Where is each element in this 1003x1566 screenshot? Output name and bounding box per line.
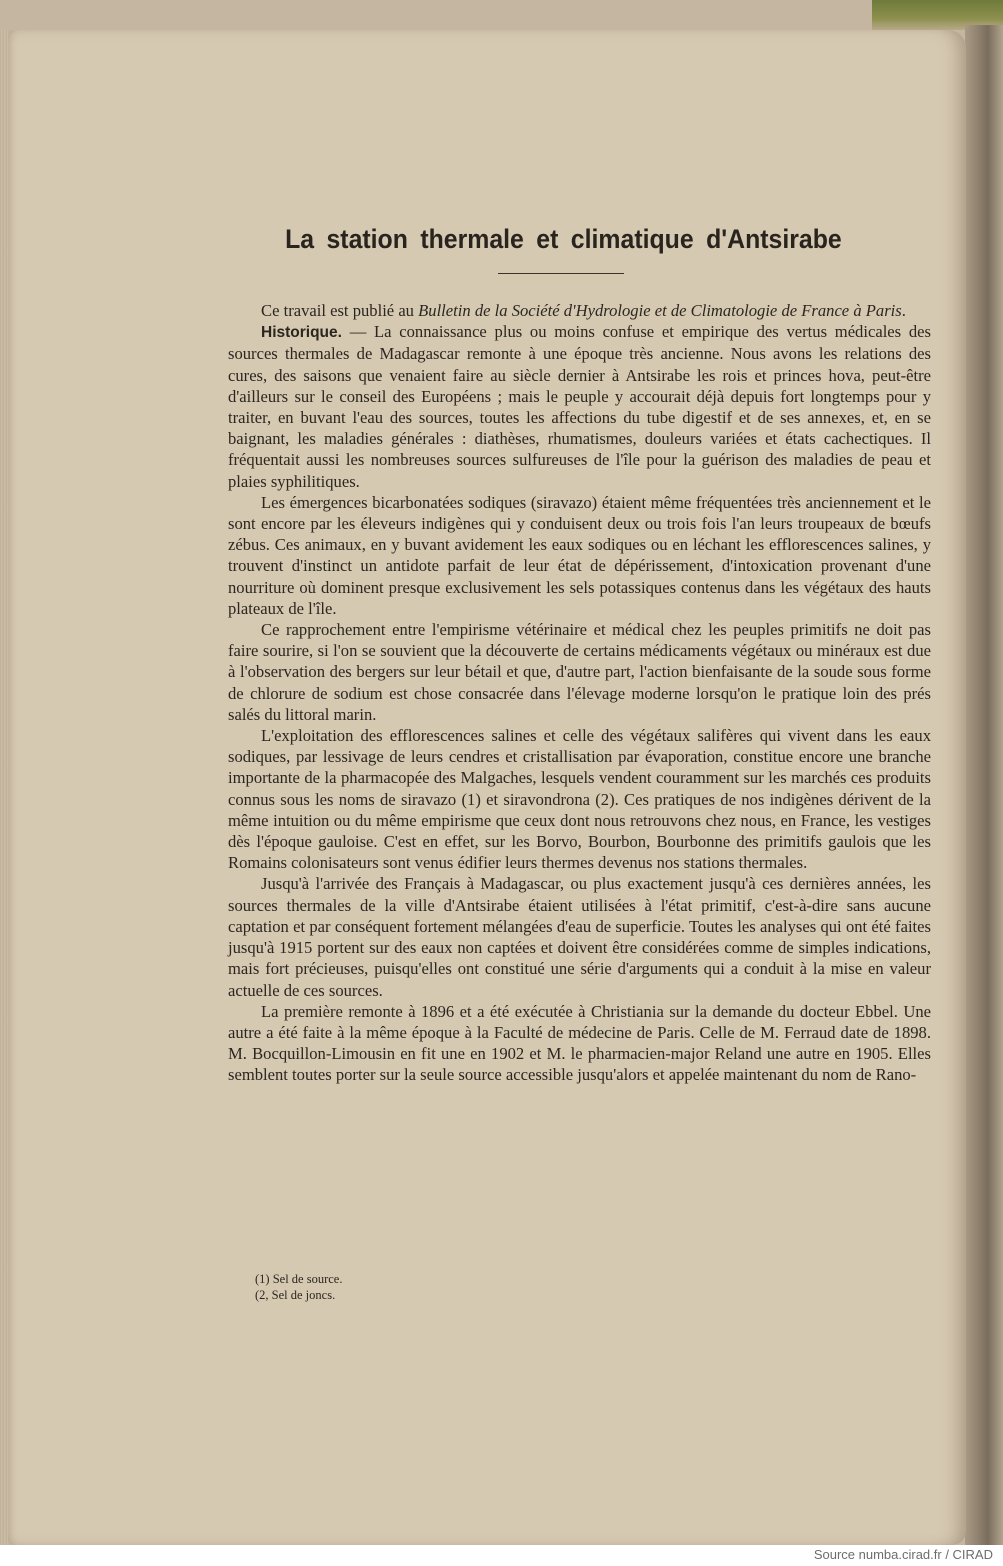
footnotes: [255, 1271, 655, 1303]
source-credit: Source numba.cirad.fr / CIRAD: [813, 1547, 993, 1562]
intro-suffix: .: [901, 301, 906, 320]
document-title: La station thermale et climatique d'Antsirabe: [285, 224, 842, 254]
title-rule: [498, 273, 624, 274]
footnote: (2, Sel de joncs.: [255, 1288, 336, 1302]
historique-paragraph: [228, 321, 931, 492]
document-body: [228, 300, 931, 1086]
paragraph: Les émergences bicarbonatées sodiques (siravazo) étaient même fréquentées très anciennement et le sont encore par les éleveurs indigènes qui y conduisent deux ou trois fois l'an leurs troupeaux de bœufs zébus. Ces animaux, en y buvant avidement les eaux sodiques ou en léchant les efflorescences salines, y trouvent d'instinct un antidote parfait de leur état de dépérissement, d'intoxication provenant d'une nourriture où dominent presque exclusivement les sels potassiques contenus dans les végétaux des hauts plateaux de l'île.: [228, 492, 931, 618]
footnote: (1) Sel de source.: [255, 1272, 343, 1286]
paragraph: Ce rapprochement entre l'empirisme vétérinaire et médical chez les peuples primitifs ne doit pas faire sourire, si l'on se souvient que la découverte de certains médicaments végétaux ou minéraux est due à l'observation des bergers sur leur bétail et que, d'autre part, l'action bienfaisante de la soude sous forme de chlorure de sodium est chose consacrée dans l'élevage moderne lorsqu'on le pratique loin des prés salés du littoral marin.: [228, 620, 931, 724]
paragraph: La première remonte à 1896 et a été exécutée à Christiania sur la demande du docteur Ebbel. Une autre a été faite à la même époque à la Faculté de médecine de Paris. Celle de M. Ferraud date de 1898. M. Bocquillon-Limousin en fit une en 1902 et M. le pharmacien-major Reland une autre en 1905. Elles semblent toutes porter sur la seule source accessible jusqu'alors et appelée maintenant du nom de Rano-: [228, 1001, 931, 1085]
historique-heading: Historique.: [261, 324, 342, 342]
intro-publication: Bulletin de la Société d'Hydrologie et de Climatologie de France à Paris: [418, 301, 902, 320]
paragraph: L'exploitation des efflorescences salines et celle des végétaux salifères qui vivent dans les eaux sodiques, par lessivage de leurs cendres et cristallisation par évaporation, constitue encore une branche importante de la pharmacopée des Malgaches, lesquels vendent couramment sur les marchés ces produits connus sous les noms de siravazo (1) et siravondrona (2). Ces pratiques de nos indigènes dérivent de la même intuition ou du même empirisme que ceux dont nous retrouvons chez nous, en France, les vestiges dès l'époque gauloise. C'est en effet, sur les Borvo, Bourbon, Bourbonne des primitifs gaulois que les Romains colonisateurs sont venus édifier leurs thermes devenus nos stations thermales.: [228, 726, 931, 873]
intro-prefix: Ce travail est publié au: [261, 301, 419, 320]
historique-text: — La connaissance plus ou moins confuse et empirique des vertus médicales des sources thermales de Madagascar remonte à une époque très ancienne. Nous avons les relations des cures, des saisons que venaient faire au siècle dernier à Antsirabe les rois et princes hova, peut-être d'ailleurs sur le conseil des Européens ; mais le peuple y accourait déjà depuis fort longtemps pour y traiter, en buvant l'eau des sources, toutes les affections du tube digestif et de ses annexes, et, en se baignant, les maladies générales : diathèses, rhumatismes, douleurs variées et états cachectiques. Il fréquentait aussi les nombreuses sources sulfureuses de l'île pour la guérison des maladies de peau et plaies syphilitiques.: [228, 322, 931, 491]
paragraph: Jusqu'à l'arrivée des Français à Madagascar, ou plus exactement jusqu'à ces dernières années, les sources thermales de la ville d'Antsirabe étaient utilisées à l'état primitif, c'est-à-dire sans aucune captation et par conséquent fortement mélangées d'eau de superficie. Toutes les analyses qui ont été faites jusqu'à 1915 portent sur des eaux non captées et doivent être considérées comme de simples indications, mais fort précieuses, puisqu'elles ont constitué une série d'arguments qui a conduit à la mise en valeur actuelle de ces sources.: [228, 874, 931, 1000]
intro-paragraph: [228, 300, 931, 321]
book-spine-edge: [965, 25, 1003, 1545]
